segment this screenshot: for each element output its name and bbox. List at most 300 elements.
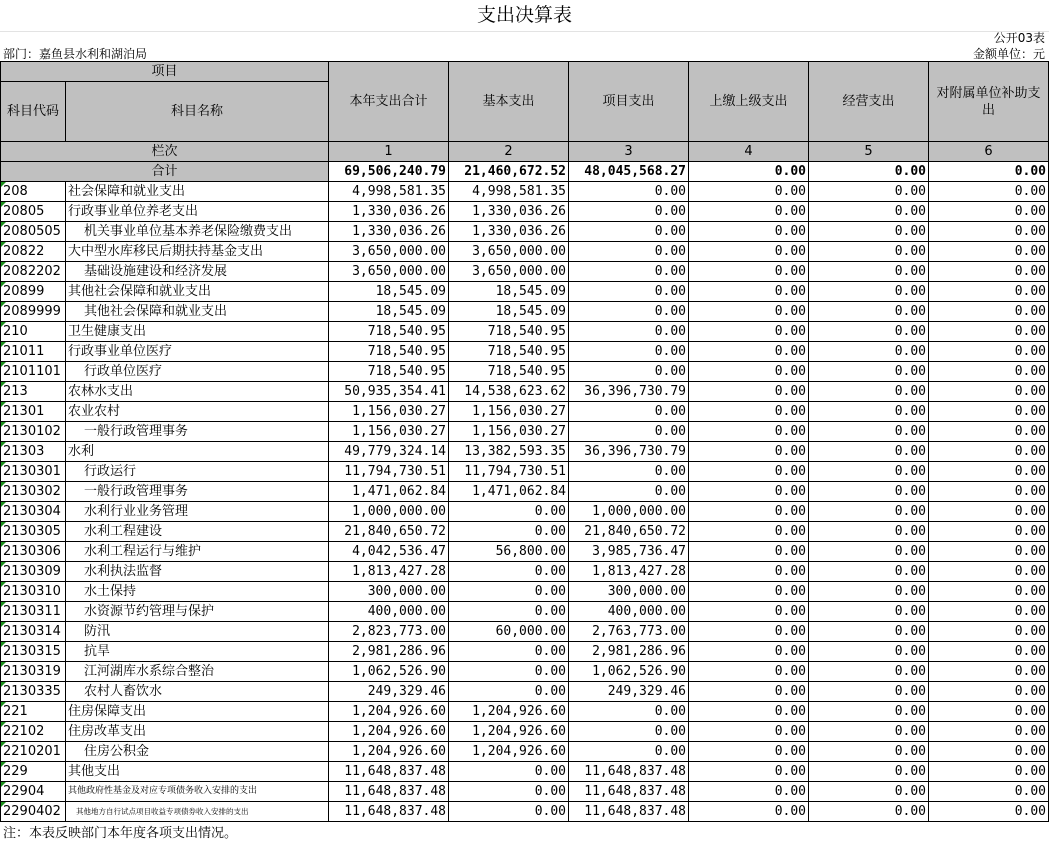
amount-cell: 0.00 xyxy=(689,362,809,382)
amount-cell: 1,156,030.27 xyxy=(329,402,449,422)
amount-cell: 0.00 xyxy=(929,762,1049,782)
amount-cell: 3,650,000.00 xyxy=(329,262,449,282)
amount-cell: 0.00 xyxy=(569,302,689,322)
table-row xyxy=(1,682,1049,702)
amount-cell: 0.00 xyxy=(689,802,809,822)
form-number: 公开03表 xyxy=(993,31,1045,45)
subject-name: 机关事业单位基本养老保险缴费支出 xyxy=(66,222,329,242)
amount-cell: 0.00 xyxy=(449,582,569,602)
subject-name: 其他地方自行试点项目收益专项债券收入安排的支出 xyxy=(66,802,329,822)
amount-cell: 0.00 xyxy=(809,462,929,482)
amount-cell: 0.00 xyxy=(449,602,569,622)
amount-cell: 1,471,062.84 xyxy=(329,482,449,502)
subject-name: 水利工程建设 xyxy=(66,522,329,542)
header-total: 本年支出合计 xyxy=(329,62,449,142)
amount-cell: 718,540.95 xyxy=(329,342,449,362)
amount-cell: 0.00 xyxy=(569,242,689,262)
table-row xyxy=(1,762,1049,782)
unit-label: 金额单位：元 xyxy=(972,47,1045,61)
page-title: 支出决算表 xyxy=(0,0,1049,32)
subject-name: 卫生健康支出 xyxy=(66,322,329,342)
amount-cell: 0.00 xyxy=(929,242,1049,262)
amount-cell: 2,823,773.00 xyxy=(329,622,449,642)
column-index: 1 xyxy=(329,142,449,162)
amount-cell: 0.00 xyxy=(809,722,929,742)
subject-code: 213 xyxy=(1,382,66,402)
amount-cell: 1,204,926.60 xyxy=(449,702,569,722)
table-row xyxy=(1,542,1049,562)
subject-name: 其他社会保障和就业支出 xyxy=(66,282,329,302)
amount-cell: 0.00 xyxy=(689,182,809,202)
amount-cell: 0.00 xyxy=(929,782,1049,802)
amount-cell: 0.00 xyxy=(689,522,809,542)
table-row xyxy=(1,662,1049,682)
amount-cell: 0.00 xyxy=(689,282,809,302)
column-index: 4 xyxy=(689,142,809,162)
amount-cell: 36,396,730.79 xyxy=(569,382,689,402)
amount-cell: 0.00 xyxy=(569,462,689,482)
subject-code: 20822 xyxy=(1,242,66,262)
subject-code: 2130314 xyxy=(1,622,66,642)
amount-cell: 0.00 xyxy=(809,282,929,302)
table-row xyxy=(1,722,1049,742)
subject-name: 其他政府性基金及对应专项债务收入安排的支出 xyxy=(66,782,329,802)
amount-cell: 0.00 xyxy=(929,562,1049,582)
table-row xyxy=(1,322,1049,342)
header-business: 经营支出 xyxy=(809,62,929,142)
subject-code: 2130301 xyxy=(1,462,66,482)
amount-cell: 0.00 xyxy=(689,382,809,402)
amount-cell: 0.00 xyxy=(929,382,1049,402)
amount-cell: 0.00 xyxy=(809,382,929,402)
subject-name: 住房保障支出 xyxy=(66,702,329,722)
amount-cell: 0.00 xyxy=(569,202,689,222)
table-row xyxy=(1,622,1049,642)
amount-cell: 0.00 xyxy=(929,322,1049,342)
expenditure-table xyxy=(0,61,1049,822)
amount-cell: 21,840,650.72 xyxy=(569,522,689,542)
amount-cell: 0.00 xyxy=(689,202,809,222)
amount-cell: 0.00 xyxy=(689,702,809,722)
total-label: 合计 xyxy=(1,162,329,182)
amount-cell: 11,648,837.48 xyxy=(329,782,449,802)
subject-code: 229 xyxy=(1,762,66,782)
table-row xyxy=(1,742,1049,762)
amount-cell: 0.00 xyxy=(569,322,689,342)
amount-cell: 18,545.09 xyxy=(449,282,569,302)
subject-code: 2290402 xyxy=(1,802,66,822)
amount-cell: 11,648,837.48 xyxy=(329,802,449,822)
table-row xyxy=(1,242,1049,262)
table-row xyxy=(1,642,1049,662)
amount-cell: 0.00 xyxy=(569,482,689,502)
subject-name: 行政单位医疗 xyxy=(66,362,329,382)
amount-cell: 0.00 xyxy=(689,582,809,602)
amount-cell: 1,204,926.60 xyxy=(449,722,569,742)
amount-cell: 36,396,730.79 xyxy=(569,442,689,462)
amount-cell: 718,540.95 xyxy=(449,362,569,382)
amount-cell: 0.00 xyxy=(929,642,1049,662)
amount-cell: 0.00 xyxy=(929,222,1049,242)
subject-name: 农村人畜饮水 xyxy=(66,682,329,702)
subject-name: 农林水支出 xyxy=(66,382,329,402)
amount-cell: 1,000,000.00 xyxy=(569,502,689,522)
amount-cell: 0.00 xyxy=(569,402,689,422)
amount-cell: 0.00 xyxy=(809,302,929,322)
amount-cell: 249,329.46 xyxy=(569,682,689,702)
amount-cell: 0.00 xyxy=(809,562,929,582)
amount-cell: 0.00 xyxy=(929,342,1049,362)
subject-code: 2080505 xyxy=(1,222,66,242)
amount-cell: 1,204,926.60 xyxy=(329,722,449,742)
total-value: 0.00 xyxy=(929,162,1049,182)
total-value: 0.00 xyxy=(689,162,809,182)
subject-code: 22102 xyxy=(1,722,66,742)
amount-cell: 1,156,030.27 xyxy=(449,422,569,442)
amount-cell: 1,330,036.26 xyxy=(449,202,569,222)
table-row xyxy=(1,302,1049,322)
amount-cell: 0.00 xyxy=(809,682,929,702)
amount-cell: 0.00 xyxy=(449,802,569,822)
amount-cell: 0.00 xyxy=(809,482,929,502)
amount-cell: 0.00 xyxy=(689,562,809,582)
amount-cell: 0.00 xyxy=(569,342,689,362)
amount-cell: 0.00 xyxy=(449,502,569,522)
table-row xyxy=(1,782,1049,802)
amount-cell: 0.00 xyxy=(809,322,929,342)
subject-code: 2130302 xyxy=(1,482,66,502)
amount-cell: 49,779,324.14 xyxy=(329,442,449,462)
amount-cell: 13,382,593.35 xyxy=(449,442,569,462)
amount-cell: 0.00 xyxy=(929,262,1049,282)
table-row xyxy=(1,202,1049,222)
amount-cell: 0.00 xyxy=(929,702,1049,722)
subject-name: 水利执法监督 xyxy=(66,562,329,582)
amount-cell: 0.00 xyxy=(809,782,929,802)
subject-name: 水利 xyxy=(66,442,329,462)
amount-cell: 0.00 xyxy=(929,362,1049,382)
amount-cell: 3,650,000.00 xyxy=(329,242,449,262)
amount-cell: 718,540.95 xyxy=(449,342,569,362)
column-index: 3 xyxy=(569,142,689,162)
amount-cell: 0.00 xyxy=(809,502,929,522)
subject-code: 2130309 xyxy=(1,562,66,582)
header-item: 项目 xyxy=(1,62,329,82)
subject-code: 22904 xyxy=(1,782,66,802)
subject-code: 2130305 xyxy=(1,522,66,542)
amount-cell: 400,000.00 xyxy=(329,602,449,622)
amount-cell: 0.00 xyxy=(809,242,929,262)
subject-name: 水利行业业务管理 xyxy=(66,502,329,522)
table-row xyxy=(1,802,1049,822)
amount-cell: 1,156,030.27 xyxy=(329,422,449,442)
amount-cell: 0.00 xyxy=(689,642,809,662)
subject-code: 21301 xyxy=(1,402,66,422)
total-value: 21,460,672.52 xyxy=(449,162,569,182)
amount-cell: 718,540.95 xyxy=(449,322,569,342)
amount-cell: 0.00 xyxy=(689,762,809,782)
subject-name: 水利工程运行与维护 xyxy=(66,542,329,562)
header-project: 项目支出 xyxy=(569,62,689,142)
amount-cell: 0.00 xyxy=(569,262,689,282)
table-row xyxy=(1,382,1049,402)
subject-name: 住房公积金 xyxy=(66,742,329,762)
amount-cell: 0.00 xyxy=(809,662,929,682)
amount-cell: 0.00 xyxy=(929,802,1049,822)
amount-cell: 0.00 xyxy=(929,542,1049,562)
amount-cell: 4,998,581.35 xyxy=(329,182,449,202)
amount-cell: 300,000.00 xyxy=(569,582,689,602)
column-index-label: 栏次 xyxy=(1,142,329,162)
amount-cell: 0.00 xyxy=(809,542,929,562)
amount-cell: 2,763,773.00 xyxy=(569,622,689,642)
amount-cell: 14,538,623.62 xyxy=(449,382,569,402)
amount-cell: 0.00 xyxy=(809,582,929,602)
amount-cell: 18,545.09 xyxy=(449,302,569,322)
total-row xyxy=(1,162,1049,182)
amount-cell: 1,000,000.00 xyxy=(329,502,449,522)
amount-cell: 0.00 xyxy=(689,782,809,802)
amount-cell: 0.00 xyxy=(809,522,929,542)
amount-cell: 0.00 xyxy=(929,502,1049,522)
subject-name: 一般行政管理事务 xyxy=(66,422,329,442)
subject-code: 21303 xyxy=(1,442,66,462)
table-row xyxy=(1,282,1049,302)
amount-cell: 0.00 xyxy=(809,622,929,642)
amount-cell: 0.00 xyxy=(929,482,1049,502)
amount-cell: 21,840,650.72 xyxy=(329,522,449,542)
subject-name: 一般行政管理事务 xyxy=(66,482,329,502)
amount-cell: 0.00 xyxy=(689,402,809,422)
subject-name: 抗旱 xyxy=(66,642,329,662)
subject-name: 其他社会保障和就业支出 xyxy=(66,302,329,322)
amount-cell: 1,330,036.26 xyxy=(329,202,449,222)
amount-cell: 56,800.00 xyxy=(449,542,569,562)
amount-cell: 11,794,730.51 xyxy=(329,462,449,482)
amount-cell: 0.00 xyxy=(809,762,929,782)
amount-cell: 0.00 xyxy=(689,222,809,242)
header-name: 科目名称 xyxy=(66,82,329,142)
subject-name: 行政事业单位养老支出 xyxy=(66,202,329,222)
subject-code: 2082202 xyxy=(1,262,66,282)
amount-cell: 0.00 xyxy=(929,742,1049,762)
table-row xyxy=(1,482,1049,502)
amount-cell: 3,650,000.00 xyxy=(449,242,569,262)
subject-code: 21011 xyxy=(1,342,66,362)
amount-cell: 0.00 xyxy=(929,182,1049,202)
amount-cell: 0.00 xyxy=(569,702,689,722)
amount-cell: 0.00 xyxy=(929,462,1049,482)
amount-cell: 1,204,926.60 xyxy=(329,742,449,762)
subject-code: 2130319 xyxy=(1,662,66,682)
amount-cell: 249,329.46 xyxy=(329,682,449,702)
subject-code: 2130306 xyxy=(1,542,66,562)
subject-name: 大中型水库移民后期扶持基金支出 xyxy=(66,242,329,262)
amount-cell: 0.00 xyxy=(929,522,1049,542)
table-row xyxy=(1,522,1049,542)
amount-cell: 0.00 xyxy=(689,242,809,262)
amount-cell: 1,813,427.28 xyxy=(329,562,449,582)
amount-cell: 718,540.95 xyxy=(329,322,449,342)
amount-cell: 0.00 xyxy=(809,602,929,622)
amount-cell: 18,545.09 xyxy=(329,302,449,322)
amount-cell: 1,813,427.28 xyxy=(569,562,689,582)
amount-cell: 0.00 xyxy=(689,442,809,462)
amount-cell: 11,648,837.48 xyxy=(569,762,689,782)
subject-code: 2130304 xyxy=(1,502,66,522)
amount-cell: 0.00 xyxy=(689,342,809,362)
amount-cell: 11,648,837.48 xyxy=(569,782,689,802)
amount-cell: 4,042,536.47 xyxy=(329,542,449,562)
subject-code: 2130102 xyxy=(1,422,66,442)
subject-name: 水土保持 xyxy=(66,582,329,602)
table-row xyxy=(1,442,1049,462)
amount-cell: 0.00 xyxy=(929,202,1049,222)
amount-cell: 0.00 xyxy=(809,402,929,422)
subject-name: 其他支出 xyxy=(66,762,329,782)
amount-cell: 0.00 xyxy=(449,662,569,682)
amount-cell: 0.00 xyxy=(689,462,809,482)
header-upper: 上缴上级支出 xyxy=(689,62,809,142)
amount-cell: 0.00 xyxy=(809,802,929,822)
table-row xyxy=(1,222,1049,242)
amount-cell: 0.00 xyxy=(569,282,689,302)
amount-cell: 0.00 xyxy=(929,622,1049,642)
amount-cell: 0.00 xyxy=(929,602,1049,622)
amount-cell: 1,062,526.90 xyxy=(569,662,689,682)
amount-cell: 0.00 xyxy=(809,182,929,202)
amount-cell: 0.00 xyxy=(689,482,809,502)
table-row xyxy=(1,262,1049,282)
amount-cell: 11,648,837.48 xyxy=(329,762,449,782)
table-row xyxy=(1,462,1049,482)
amount-cell: 718,540.95 xyxy=(329,362,449,382)
amount-cell: 0.00 xyxy=(569,182,689,202)
amount-cell: 60,000.00 xyxy=(449,622,569,642)
header-basic: 基本支出 xyxy=(449,62,569,142)
table-row xyxy=(1,402,1049,422)
amount-cell: 0.00 xyxy=(809,742,929,762)
subject-name: 社会保障和就业支出 xyxy=(66,182,329,202)
table-row xyxy=(1,342,1049,362)
amount-cell: 0.00 xyxy=(689,542,809,562)
amount-cell: 1,330,036.26 xyxy=(449,222,569,242)
subject-name: 基础设施建设和经济发展 xyxy=(66,262,329,282)
subject-name: 行政运行 xyxy=(66,462,329,482)
amount-cell: 1,330,036.26 xyxy=(329,222,449,242)
subject-code: 2130310 xyxy=(1,582,66,602)
amount-cell: 0.00 xyxy=(809,262,929,282)
amount-cell: 0.00 xyxy=(689,422,809,442)
amount-cell: 0.00 xyxy=(929,402,1049,422)
amount-cell: 0.00 xyxy=(929,422,1049,442)
department-label: 部门：嘉鱼县水利和湖泊局 xyxy=(3,47,148,61)
amount-cell: 0.00 xyxy=(809,702,929,722)
amount-cell: 0.00 xyxy=(689,662,809,682)
amount-cell: 0.00 xyxy=(929,722,1049,742)
subject-name: 江河湖库水系综合整治 xyxy=(66,662,329,682)
amount-cell: 1,471,062.84 xyxy=(449,482,569,502)
amount-cell: 0.00 xyxy=(449,762,569,782)
column-index: 2 xyxy=(449,142,569,162)
amount-cell: 0.00 xyxy=(809,202,929,222)
subject-code: 208 xyxy=(1,182,66,202)
header-code: 科目代码 xyxy=(1,82,66,142)
amount-cell: 11,794,730.51 xyxy=(449,462,569,482)
subject-code: 2130335 xyxy=(1,682,66,702)
amount-cell: 400,000.00 xyxy=(569,602,689,622)
amount-cell: 300,000.00 xyxy=(329,582,449,602)
amount-cell: 0.00 xyxy=(689,682,809,702)
subject-code: 210 xyxy=(1,322,66,342)
amount-cell: 0.00 xyxy=(689,722,809,742)
subject-name: 水资源节约管理与保护 xyxy=(66,602,329,622)
subject-name: 农业农村 xyxy=(66,402,329,422)
amount-cell: 0.00 xyxy=(809,442,929,462)
subject-name: 防汛 xyxy=(66,622,329,642)
amount-cell: 0.00 xyxy=(809,362,929,382)
footer-note: 注：本表反映部门本年度各项支出情况。 xyxy=(3,826,238,841)
amount-cell: 0.00 xyxy=(689,262,809,282)
amount-cell: 0.00 xyxy=(569,362,689,382)
amount-cell: 18,545.09 xyxy=(329,282,449,302)
amount-cell: 0.00 xyxy=(929,302,1049,322)
subject-code: 2089999 xyxy=(1,302,66,322)
total-value: 48,045,568.27 xyxy=(569,162,689,182)
subject-code: 20899 xyxy=(1,282,66,302)
amount-cell: 0.00 xyxy=(449,642,569,662)
amount-cell: 50,935,354.41 xyxy=(329,382,449,402)
amount-cell: 0.00 xyxy=(449,782,569,802)
amount-cell: 0.00 xyxy=(929,662,1049,682)
amount-cell: 3,985,736.47 xyxy=(569,542,689,562)
amount-cell: 0.00 xyxy=(809,342,929,362)
amount-cell: 0.00 xyxy=(449,522,569,542)
subject-code: 2101101 xyxy=(1,362,66,382)
table-row xyxy=(1,702,1049,722)
amount-cell: 0.00 xyxy=(689,742,809,762)
amount-cell: 1,204,926.60 xyxy=(329,702,449,722)
subject-name: 住房改革支出 xyxy=(66,722,329,742)
subject-code: 2130311 xyxy=(1,602,66,622)
subject-code: 2210201 xyxy=(1,742,66,762)
table-row xyxy=(1,582,1049,602)
amount-cell: 0.00 xyxy=(689,302,809,322)
total-value: 69,506,240.79 xyxy=(329,162,449,182)
amount-cell: 2,981,286.96 xyxy=(329,642,449,662)
amount-cell: 0.00 xyxy=(569,742,689,762)
amount-cell: 4,998,581.35 xyxy=(449,182,569,202)
subject-code: 20805 xyxy=(1,202,66,222)
column-index: 6 xyxy=(929,142,1049,162)
amount-cell: 3,650,000.00 xyxy=(449,262,569,282)
amount-cell: 0.00 xyxy=(929,442,1049,462)
amount-cell: 1,156,030.27 xyxy=(449,402,569,422)
subject-code: 2130315 xyxy=(1,642,66,662)
table-row xyxy=(1,602,1049,622)
amount-cell: 0.00 xyxy=(569,722,689,742)
amount-cell: 0.00 xyxy=(689,502,809,522)
total-value: 0.00 xyxy=(809,162,929,182)
table-row xyxy=(1,362,1049,382)
subject-name: 行政事业单位医疗 xyxy=(66,342,329,362)
amount-cell: 0.00 xyxy=(929,282,1049,302)
amount-cell: 2,981,286.96 xyxy=(569,642,689,662)
amount-cell: 0.00 xyxy=(689,322,809,342)
amount-cell: 11,648,837.48 xyxy=(569,802,689,822)
amount-cell: 0.00 xyxy=(689,622,809,642)
table-row xyxy=(1,562,1049,582)
